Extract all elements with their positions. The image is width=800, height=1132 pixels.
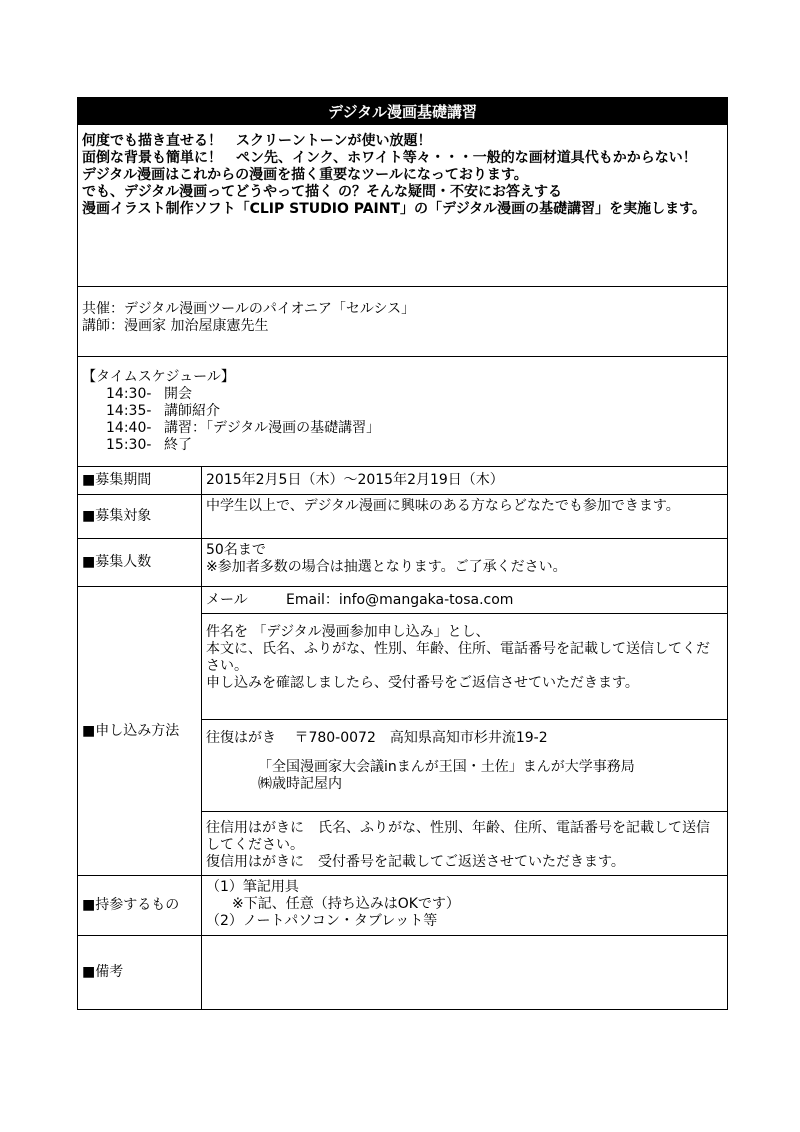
postcard-recipient-company: ㈱歳時記屋内 (258, 775, 342, 792)
count-label: ■募集人数 (78, 539, 202, 586)
apply-label: ■申し込み方法 (78, 587, 202, 875)
postcard-note: 往信用はがきに 氏名、ふりがな、性別、年齢、住所、電話番号を記載して送信してください。 (206, 820, 710, 853)
schedule-label: 開会 (164, 386, 192, 402)
postcard-recipient: 「全国漫画家大会議inまんが王国・土佐」まんが大学事務局 (258, 758, 635, 775)
count-value (202, 539, 727, 586)
event-sheet (77, 97, 728, 1010)
period-value: 2015年2月5日（木）～2015年2月19日（木） (206, 472, 504, 488)
mail-address: Email：info@mangaka-tosa.com (286, 591, 514, 608)
schedule-heading: 【タイムスケジュール】 (82, 369, 235, 385)
count-line: 50名まで (206, 542, 266, 558)
intro-line: 何度でも描き直せる！ スクリーントーンが使い放題！ (82, 133, 432, 149)
postcard-address: 往復はがき 〒780-0072 高知県高知市杉井流19-2 (206, 729, 548, 746)
bring-row (77, 876, 728, 936)
intro-line: デジタル漫画はこれからの漫画を描く重要なツールになっております。 (82, 167, 528, 183)
postcard-instructions (202, 812, 727, 875)
mail-label: メール (206, 591, 248, 608)
remarks-value (202, 936, 727, 1009)
mail-line: 申し込みを確認しましたら、受付番号をご返信させていただきます。 (206, 675, 639, 692)
postcard-note: 復信用はがきに 受付番号を記載してご返送させていただきます。 (206, 854, 625, 870)
schedule-item (82, 420, 723, 437)
instructor-text: 講師：漫画家 加治屋康憲先生 (82, 318, 269, 334)
schedule-item (82, 386, 723, 403)
bring-label: ■持参するもの (78, 876, 202, 935)
bring-note: ※下記、任意（持ち込みはOKです） (232, 896, 460, 912)
page-title: デジタル漫画基礎講習 (77, 97, 728, 125)
remarks-row (77, 936, 728, 1010)
schedule-time: 14:35- (106, 403, 152, 419)
mail-line: 本文に、氏名、ふりがな、性別、年齢、住所、電話番号を記載して送信してください。 (206, 641, 710, 675)
schedule-time: 14:30- (106, 386, 152, 402)
host-section (77, 287, 728, 357)
intro-line: でも、デジタル漫画ってどうやって描く の？そんな疑問・不安にお答えする (82, 184, 563, 200)
organizer-text: 共催：デジタル漫画ツールのパイオニア「セルシス」 (82, 301, 416, 317)
apply-row (77, 587, 728, 876)
remarks-label: ■備考 (78, 936, 202, 1009)
schedule-section (77, 357, 728, 467)
schedule-label: 終了 (164, 437, 192, 453)
postcard-section (202, 720, 727, 813)
count-note: ※参加者多数の場合は抽選となります。ご了承ください。 (206, 559, 567, 575)
schedule-time: 14:40- (106, 420, 152, 436)
schedule-item (82, 437, 723, 454)
intro-section (77, 125, 728, 287)
schedule-item (82, 403, 723, 420)
intro-line: 面倒な背景も簡単に！ ペン先、インク、ホワイト等々・・・一般的な画材道具代もかからない！ (82, 150, 697, 166)
period-row (77, 467, 728, 495)
target-row (77, 495, 728, 539)
bring-item: （2）ノートパソコン・タブレット等 (206, 913, 438, 929)
schedule-label: 講師紹介 (164, 403, 220, 419)
bring-value (202, 876, 727, 935)
bring-item: （1）筆記用具 (206, 879, 299, 895)
target-label: ■募集対象 (78, 495, 202, 538)
intro-line: 漫画イラスト制作ソフト「CLIP STUDIO PAINT」の「デジタル漫画の基礎講習」を実施します。 (82, 201, 707, 217)
mail-instructions (202, 614, 727, 719)
count-row (77, 539, 728, 587)
mail-header (202, 587, 727, 614)
schedule-time: 15:30- (106, 437, 152, 453)
period-label: ■募集期間 (78, 467, 202, 494)
mail-line: 件名を 「デジタル漫画参加申し込み」とし、 (206, 624, 490, 641)
apply-value (202, 587, 727, 875)
schedule-label: 講習：「デジタル漫画の基礎講習」 (164, 420, 381, 436)
target-value: 中学生以上で、デジタル漫画に興味のある方ならどなたでも参加できます。 (206, 498, 680, 514)
